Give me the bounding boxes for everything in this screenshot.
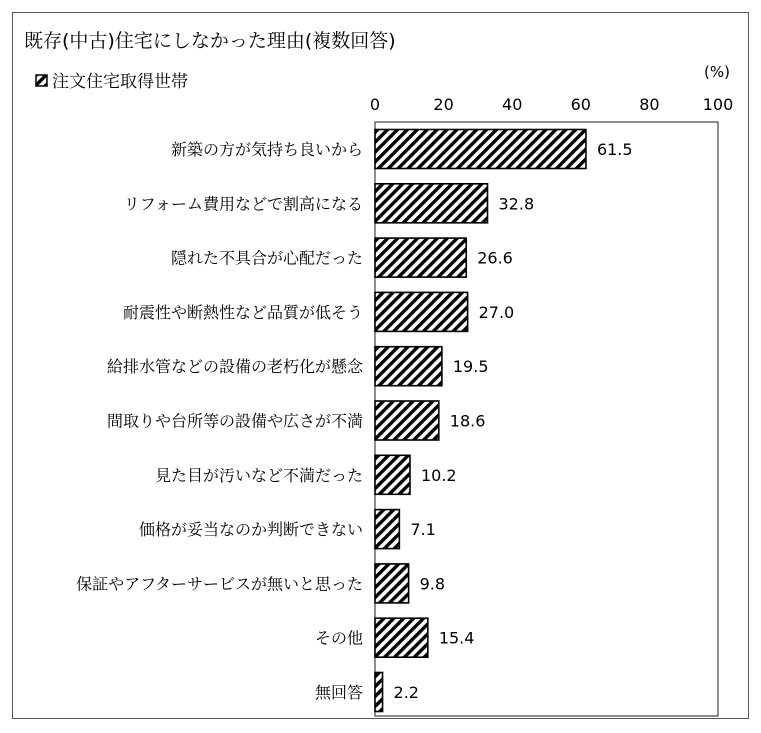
data-label: 61.5 — [596, 140, 633, 159]
bar — [375, 618, 428, 657]
category-label: 間取りや台所等の設備や広さが不満 — [106, 411, 363, 431]
category-label: 保証やアフターサービスが無いと思った — [76, 574, 363, 594]
category-label: 価格が妥当なのか判断できない — [138, 520, 363, 540]
bar — [375, 673, 383, 712]
bar — [375, 510, 399, 549]
category-label: 見た目が汚いなど不満だった — [154, 465, 363, 485]
legend-swatch — [36, 75, 47, 86]
bar — [375, 401, 439, 440]
x-tick-label: 100 — [702, 95, 734, 114]
data-label: 32.8 — [498, 194, 535, 214]
data-label: 26.6 — [477, 248, 513, 268]
chart-title: 既存(中古)住宅にしなかった理由(複数回答) — [24, 30, 396, 52]
bar — [375, 238, 466, 277]
data-label: 2.2 — [393, 683, 419, 702]
bar — [375, 564, 409, 603]
category-label: 給排水管などの設備の老朽化が懸念 — [106, 357, 363, 377]
bar — [375, 292, 468, 331]
category-label: リフォーム費用などで割高になる — [123, 194, 363, 214]
data-label: 7.1 — [410, 520, 436, 540]
legend-label: 注文住宅取得世帯 — [52, 72, 188, 92]
data-label: 10.2 — [420, 465, 457, 485]
legend — [36, 72, 188, 92]
data-label: 27.0 — [478, 302, 515, 322]
x-tick-label: 20 — [433, 95, 454, 114]
data-label: 18.6 — [449, 411, 486, 431]
bar — [375, 184, 488, 223]
category-label: 新築の方が気持ち良いから — [170, 140, 363, 159]
x-tick-label: 80 — [639, 95, 660, 114]
data-label: 19.5 — [452, 357, 489, 377]
data-label: 15.4 — [438, 628, 475, 648]
x-tick-label: 40 — [502, 95, 523, 114]
category-label: 耐震性や断熱性など品質が低そう — [122, 302, 363, 322]
unit-label: (%) — [704, 63, 730, 81]
plot-area — [76, 122, 718, 716]
category-label: その他 — [314, 628, 363, 648]
bar — [375, 347, 442, 386]
data-label: 9.8 — [419, 574, 446, 594]
category-label: 無回答 — [314, 683, 363, 702]
category-label: 隠れた不具合が心配だった — [170, 248, 363, 268]
x-tick-label: 60 — [570, 95, 591, 114]
bar — [375, 455, 410, 494]
x-tick-label: 0 — [369, 95, 381, 114]
tick-labels — [370, 95, 733, 114]
bar — [375, 130, 586, 169]
